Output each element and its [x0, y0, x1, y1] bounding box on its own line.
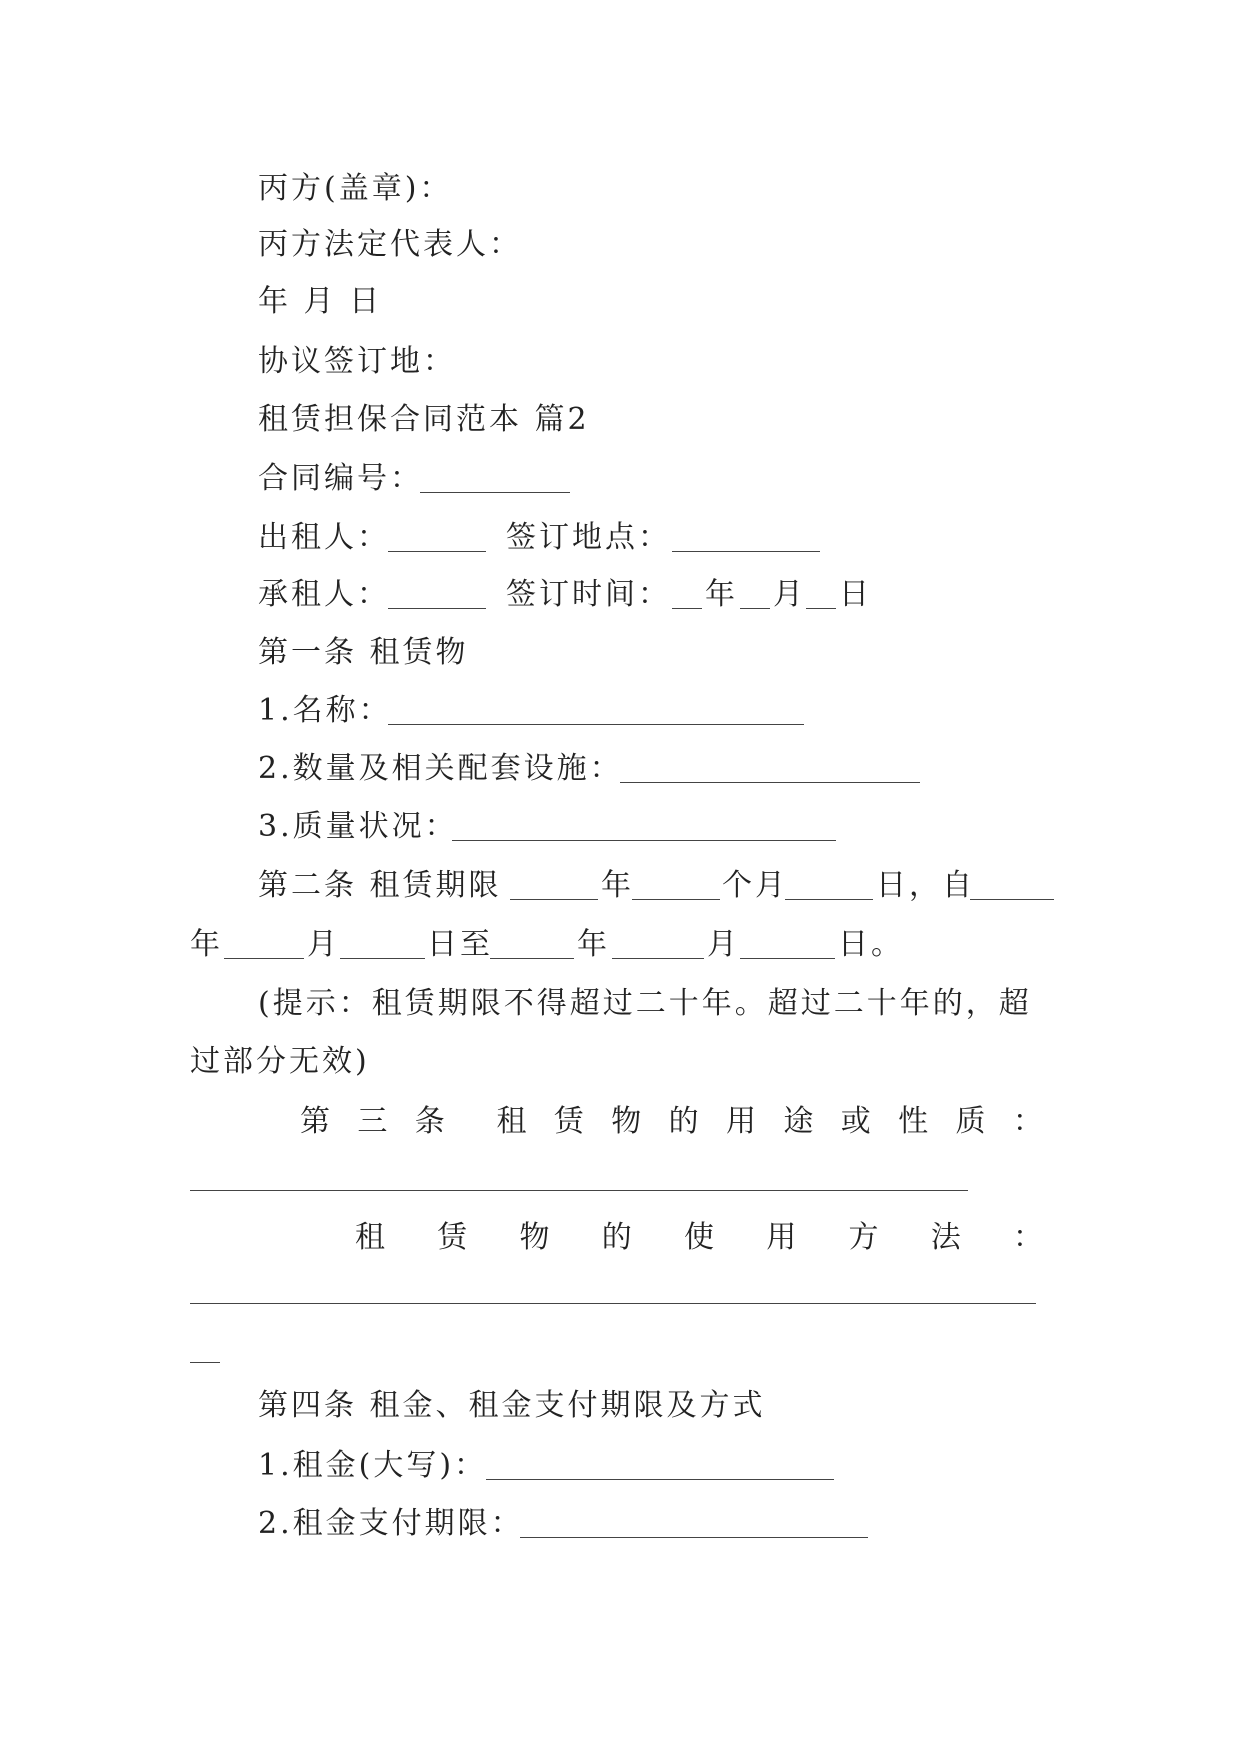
party-c-seal: 丙方(盖章)： [258, 171, 453, 206]
article-2-month-word-2: 月 [307, 927, 340, 962]
section-title: 租赁担保合同范本 篇2 [258, 402, 590, 437]
article-3-char: ： [1012, 1104, 1046, 1139]
article-3-char: 质 [955, 1104, 989, 1139]
article-2-term-label: 第二条 租赁期限 [258, 868, 502, 903]
article-2-day-word-end: 日。 [838, 927, 904, 962]
article-3-use-blank [190, 1190, 968, 1191]
article-2-year-word-2: 年 [190, 927, 223, 962]
article-4-rent-blank [486, 1479, 834, 1480]
use-method-char: 赁 [437, 1220, 471, 1255]
article-3-char: 第 [300, 1104, 333, 1139]
use-method-char: 方 [848, 1220, 882, 1255]
article-3-char: 或 [840, 1104, 874, 1139]
note-line-1: (提示：租赁期限不得超过二十年。超过二十年的，超 [258, 986, 1032, 1021]
use-method-char: ： [1013, 1220, 1046, 1255]
article-2-month-word-3: 月 [707, 927, 740, 962]
article-2-year-word: 年 [601, 868, 634, 903]
contract-number-blank [420, 492, 570, 493]
lessor-place-label: 签订地点： [506, 520, 671, 555]
article-2-from-word: 日，自 [876, 868, 975, 903]
article-4-period-blank [520, 1537, 868, 1538]
signing-place: 协议签订地： [258, 344, 456, 379]
article-2-to-day-blank [740, 958, 835, 959]
use-method-char: 租 [355, 1220, 388, 1255]
article-2-years-blank [510, 899, 598, 900]
article-4-period-label: 2.租金支付期限： [258, 1506, 524, 1541]
article-2-from-year-blank [970, 899, 1054, 900]
article-2-months-blank [632, 899, 720, 900]
party-c-representative: 丙方法定代表人： [258, 227, 522, 262]
article-3-char: 租 [496, 1104, 530, 1139]
article-1-quality-blank [452, 840, 836, 841]
lessee-time-label: 签订时间： [506, 577, 671, 612]
article-2-from-day-blank [340, 958, 425, 959]
lessor-blank [388, 551, 486, 552]
use-method-blank [190, 1303, 1036, 1304]
lessor-place-blank [672, 551, 820, 552]
use-method-char: 的 [601, 1220, 635, 1255]
article-4-rent-label: 1.租金(大写)： [258, 1448, 488, 1483]
lessor-label: 出租人： [258, 520, 390, 555]
article-2-days-blank [785, 899, 873, 900]
article-3-char: 赁 [553, 1104, 587, 1139]
note-line-2: 过部分无效) [190, 1044, 370, 1079]
article-2-to-month-blank [612, 958, 704, 959]
date-line: 年 月 日 [258, 284, 383, 319]
article-3-char: 物 [611, 1104, 645, 1139]
article-2-month-word: 个月 [722, 868, 788, 903]
article-2-to-word: 日至 [427, 927, 493, 962]
article-1-quality-label: 3.质量状况： [258, 809, 458, 844]
use-method-char: 用 [766, 1220, 800, 1255]
article-1-name-label: 1.名称： [258, 693, 392, 728]
time-day-blank [806, 608, 836, 609]
article-3-char: 途 [783, 1104, 817, 1139]
use-method-blank-continued [190, 1362, 220, 1363]
article-2-to-year-blank [490, 958, 574, 959]
time-year: 年 [705, 577, 738, 612]
article-3-title [300, 1104, 1046, 1140]
article-3-char: 性 [898, 1104, 932, 1139]
lessee-blank [388, 608, 486, 609]
article-3-char: 的 [668, 1104, 702, 1139]
article-2-year-word-3: 年 [577, 927, 610, 962]
use-method-label [355, 1220, 1046, 1256]
article-4-title: 第四条 租金、租金支付期限及方式 [258, 1388, 766, 1423]
article-1-name-blank [388, 724, 804, 725]
use-method-char: 使 [684, 1220, 717, 1255]
time-day: 日 [839, 577, 872, 612]
contract-number-label: 合同编号： [258, 461, 423, 496]
use-method-char: 物 [519, 1220, 553, 1255]
use-method-char: 法 [930, 1220, 964, 1255]
time-month: 月 [773, 577, 806, 612]
article-1-quantity-blank [620, 782, 920, 783]
article-3-char: 三 [357, 1104, 391, 1139]
article-2-from-month-blank [224, 958, 304, 959]
time-year-blank [672, 608, 702, 609]
article-3-char: 用 [726, 1104, 759, 1139]
article-1-quantity-label: 2.数量及相关配套设施： [258, 751, 623, 786]
article-1-title: 第一条 租赁物 [258, 635, 469, 670]
time-month-blank [740, 608, 770, 609]
article-3-char: 条 [414, 1104, 448, 1139]
lessee-label: 承租人： [258, 577, 390, 612]
